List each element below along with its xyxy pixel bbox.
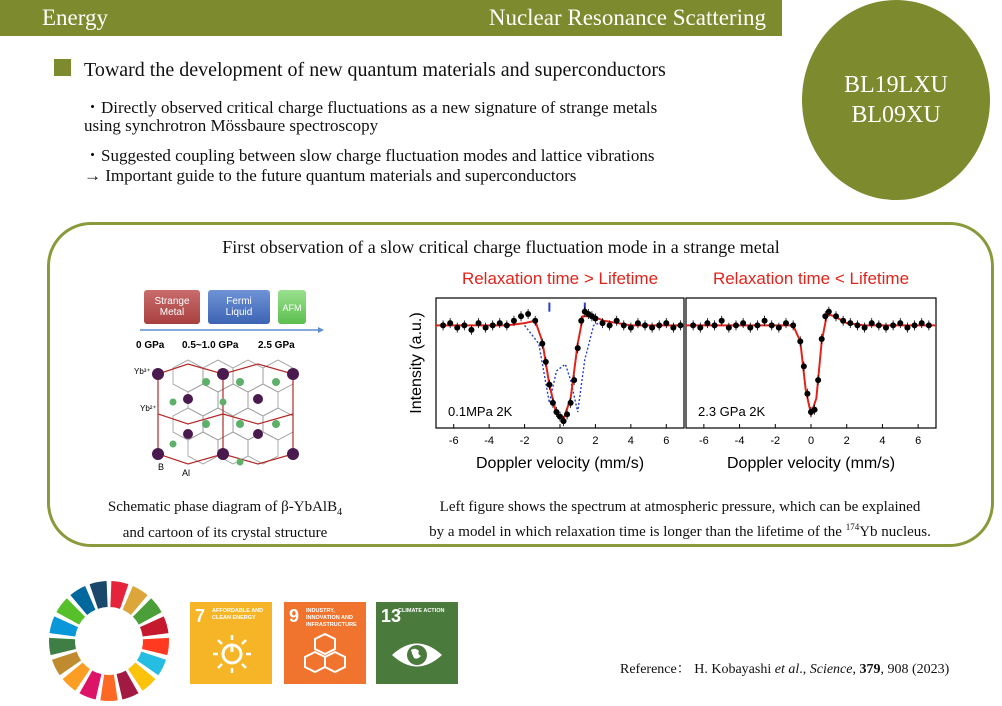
chart-1-point xyxy=(790,322,796,328)
chart-1-fit-line xyxy=(686,314,936,414)
bullet-2: ・Suggested coupling between slow charge fluctuation modes and lattice vibrations xyxy=(84,146,655,165)
chart-0-point xyxy=(568,400,574,406)
chart-1-point xyxy=(733,322,739,328)
reference-authors: H. Kobayashi xyxy=(694,662,772,677)
chart-1-annotation: 2.3 GPa 2K xyxy=(698,404,766,419)
chart-1-point xyxy=(919,320,925,326)
chart-0-point xyxy=(532,318,538,324)
chart-1-point xyxy=(854,322,860,328)
sdg-7-number: 7 xyxy=(195,606,206,626)
atom-label-yb3: Yb³⁺ xyxy=(134,367,151,376)
chart-0-point xyxy=(497,320,503,326)
chart-0-point xyxy=(454,325,460,331)
chart-0-point xyxy=(546,382,552,388)
chart-0-point xyxy=(440,322,446,328)
chart-1-point xyxy=(847,320,853,326)
chart-1-tick-label: -4 xyxy=(734,435,745,447)
chart-1-tick-label: 2 xyxy=(843,435,850,447)
right-caption-l1: Left figure shows the spectrum at atmospheric pressure, which can be explained xyxy=(439,499,921,515)
main-point: Toward the development of new quantum materials and superconductors xyxy=(84,59,666,81)
chart-0-point xyxy=(571,377,577,383)
chart-1-point xyxy=(883,325,889,331)
chart-0-point xyxy=(649,325,655,331)
chart-0-point xyxy=(550,400,556,406)
chart-1-xlabel: Doppler velocity (mm/s) xyxy=(726,455,896,472)
chart-1-point xyxy=(783,320,789,326)
sdg-9-number: 9 xyxy=(289,606,300,626)
chart-0-point xyxy=(447,320,453,326)
spectra-chart xyxy=(400,262,950,482)
chart-0-point xyxy=(614,318,620,324)
sdg-13-number: 13 xyxy=(381,606,402,626)
eye-globe-icon xyxy=(390,638,444,672)
chart-0-point xyxy=(518,313,524,319)
category-label: Energy xyxy=(42,5,109,30)
bullet-3: → Important guide to the future quantum materials and superconductors xyxy=(84,166,577,185)
chart-0-point xyxy=(543,359,549,365)
chart-0-point xyxy=(476,320,482,326)
beamline-2: BL09XU xyxy=(851,102,941,128)
chart-1-point xyxy=(812,407,818,413)
chart-1-tick-label: -2 xyxy=(770,435,781,447)
phase-diagram xyxy=(128,284,324,480)
chart-0-point xyxy=(564,411,570,417)
sdg-wheel-segment xyxy=(100,675,117,701)
beamline-badge xyxy=(802,0,990,200)
chart-0-ylabel: Intensity (a.u.) xyxy=(408,312,425,414)
chart-0-point xyxy=(575,345,581,351)
chart-0-tick-label: -2 xyxy=(519,435,530,447)
sdg-7-text: AFFORDABLE AND CLEAN ENERGY xyxy=(212,608,264,621)
right-caption-sup: 174 xyxy=(845,522,860,532)
blocks-icon xyxy=(302,632,348,678)
chart-0-point xyxy=(461,322,467,328)
chart-0-point xyxy=(642,322,648,328)
chart-0-point xyxy=(677,322,683,328)
chart-1-point xyxy=(697,325,703,331)
chart-0-tick-label: -4 xyxy=(484,435,495,447)
sdg-9-card xyxy=(284,602,366,684)
reference-comma: , xyxy=(852,662,860,677)
reference-prefix: Reference： xyxy=(620,662,691,677)
left-caption-l2: and cartoon of its crystal structure xyxy=(122,525,328,541)
reference-etal: et al xyxy=(774,662,800,677)
chart-1-point xyxy=(819,336,825,342)
chart-1-point xyxy=(869,320,875,326)
sdg-wheel-segment xyxy=(142,638,169,655)
left-caption xyxy=(70,497,380,543)
sun-power-icon xyxy=(212,634,252,674)
chart-0-point xyxy=(561,418,567,424)
chart-1-tick-label: 4 xyxy=(879,435,886,447)
chart-0-point xyxy=(539,341,545,347)
chart-0-tick-label: -6 xyxy=(448,435,459,447)
right-caption xyxy=(380,497,980,542)
phase-label-sm-2: Metal xyxy=(159,307,185,318)
phase-label-fl-1: Fermi xyxy=(226,296,252,307)
sdg-wheel-icon xyxy=(44,576,174,706)
chart-1-point xyxy=(776,325,782,331)
sdg-wheel-segment xyxy=(49,638,76,655)
chart-1-point xyxy=(826,309,832,315)
phase-label-sm-1: Strange xyxy=(154,296,190,307)
chart-0-tick-label: 4 xyxy=(627,435,634,447)
bullet-square-icon xyxy=(54,59,71,76)
chart-1-point xyxy=(690,322,696,328)
chart-1-point xyxy=(801,363,807,369)
chart-0-point xyxy=(578,318,584,324)
atom-label-b: B xyxy=(158,462,165,472)
chart-0-point xyxy=(468,327,474,333)
chart-1-point xyxy=(740,320,746,326)
reference xyxy=(620,658,949,678)
chart-1-point xyxy=(704,320,710,326)
header-bar xyxy=(0,0,782,36)
chart-1-tick-label: 6 xyxy=(915,435,922,447)
chart-0-point xyxy=(511,318,517,324)
phase-label-afm: AFM xyxy=(282,303,302,313)
chart-1-point xyxy=(926,322,932,328)
chart-1-point xyxy=(762,318,768,324)
chart-1-point xyxy=(912,322,918,328)
atom-label-yb2: Yb²⁺ xyxy=(140,404,157,413)
chart-1-tick-label: -6 xyxy=(698,435,709,447)
chart-1-point xyxy=(876,322,882,328)
pressure-2: 2.5 GPa xyxy=(258,340,295,351)
chart-0-point xyxy=(656,322,662,328)
chart-0-xlabel: Doppler velocity (mm/s) xyxy=(475,455,645,472)
crystal-lattice xyxy=(173,360,293,464)
atom-label-al: Al xyxy=(182,468,191,478)
chart-1-point xyxy=(747,325,753,331)
chart-0-annotation: 0.1MPa 2K xyxy=(448,404,513,419)
chart-0-point xyxy=(490,322,496,328)
chart-0-point xyxy=(504,322,510,328)
chart-1-point xyxy=(754,322,760,328)
chart-0-title: Relaxation time > Lifetime xyxy=(461,269,659,288)
chart-0-tick-label: 2 xyxy=(592,435,599,447)
chart-1-point xyxy=(726,325,732,331)
chart-0-point xyxy=(592,316,598,322)
chart-1-title: Relaxation time < Lifetime xyxy=(712,269,910,288)
left-caption-sub: 4 xyxy=(337,507,343,518)
chart-0-tick-label: 6 xyxy=(663,435,670,447)
bullet-1-cont: using synchrotron Mössbaure spectroscopy xyxy=(84,116,379,135)
chart-0-point xyxy=(621,322,627,328)
chart-1-point xyxy=(797,338,803,344)
sdg-9-text: INDUSTRY, INNOVATION AND INFRASTRUCTURE xyxy=(306,608,357,628)
chart-1-point xyxy=(862,325,868,331)
reference-rest: , 908 (2023) xyxy=(880,662,950,677)
sdg-7-card xyxy=(190,602,272,684)
figure-title: First observation of a slow critical charge fluctuation mode in a strange metal xyxy=(222,237,780,257)
technique-label: Nuclear Resonance Scattering xyxy=(488,5,766,30)
pressure-0: 0 GPa xyxy=(136,340,165,351)
chart-0-point xyxy=(525,311,531,317)
sdg-13-text: CLIMATE ACTION xyxy=(398,608,445,614)
right-caption-l2b: Yb nucleus. xyxy=(859,524,931,540)
chart-1-point xyxy=(890,322,896,328)
left-caption-l1: Schematic phase diagram of β-YbAlB xyxy=(107,499,338,515)
chart-1-point xyxy=(769,322,775,328)
beamline-1: BL19LXU xyxy=(844,72,948,98)
right-caption-l2: by a model in which relaxation time is longer than the lifetime of the xyxy=(429,524,846,540)
reference-sep: ., xyxy=(799,662,810,677)
chart-0-point xyxy=(628,325,634,331)
chart-1-point xyxy=(804,391,810,397)
phase-label-fl-2: Liquid xyxy=(225,307,253,318)
chart-0-point xyxy=(635,320,641,326)
chart-0-tick-label: 0 xyxy=(556,435,564,447)
chart-1-point xyxy=(833,313,839,319)
chart-1-point xyxy=(712,322,718,328)
bullet-1: ・Directly observed critical charge fluctuations as a new signature of strange metals xyxy=(84,98,658,117)
reference-volume: 379 xyxy=(859,662,881,677)
chart-1-point xyxy=(904,325,910,331)
chart-1-point xyxy=(719,318,725,324)
sdg-13-card xyxy=(376,602,458,684)
reference-journal: Science xyxy=(809,662,853,677)
chart-0-point xyxy=(600,320,606,326)
chart-0-point xyxy=(663,320,669,326)
chart-1-point xyxy=(897,320,903,326)
chart-1-tick-label: 0 xyxy=(807,435,815,447)
chart-0-point xyxy=(670,325,676,331)
chart-0-point xyxy=(607,322,613,328)
chart-1-point xyxy=(840,318,846,324)
chart-0-point xyxy=(483,325,489,331)
chart-1-point xyxy=(815,377,821,383)
pressure-1: 0.5~1.0 GPa xyxy=(182,340,239,351)
